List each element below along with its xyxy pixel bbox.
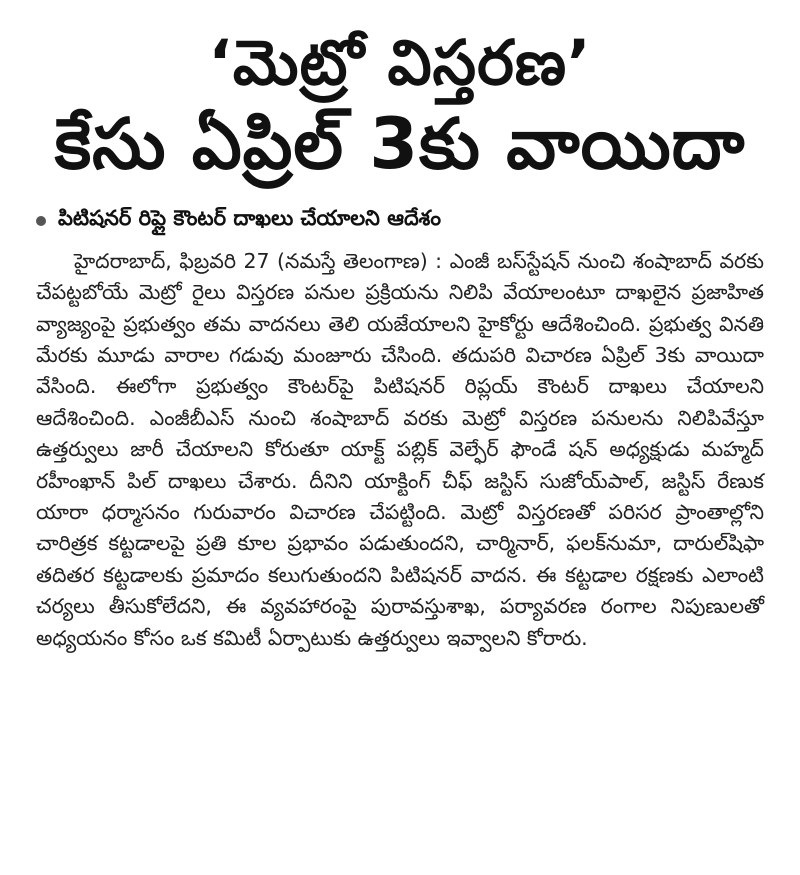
- subheadline: [36, 206, 764, 236]
- subheadline-text: పిటిషనర్ రిప్లై కౌంటర్ దాఖలు చేయాలని ఆదేశం: [58, 205, 441, 230]
- bullet-icon: [36, 216, 46, 226]
- headline-line-2: కేసు ఏప్రిల్ 3కు వాయిదా: [54, 103, 746, 186]
- article-body: హైదరాబాద్, ఫిబ్రవరి 27 (నమస్తే తెలంగాణ) : ఎంజీ బస్‌స్టేషన్ నుంచి శంషాబాద్ వరకు చేపట్టబోయే మెట్రో రైలు విస్తరణ పనుల ప్రక్రియను నిలిపి వేయాలంటూ దాఖలైన ప్రజాహిత వ్యాజ్యంపై ప్రభుత్వం తమ వాదనలు తెలి యజేయాలని హైకోర్టు ఆదేశించింది. ప్రభుత్వ వినతి మేరకు మూడు వారాల గడువు మంజూరు చేసింది. తదుపరి విచారణ ఏప్రిల్ 3కు వాయిదా వేసింది. ఈలోగా ప్రభుత్వం కౌంటర్‌పై పిటిషనర్ రిప్లయ్ కౌంటర్ దాఖలు చేయాలని ఆదేశించింది. ఎంజీబీఎస్ నుంచి శంషాబాద్ వరకు మెట్రో విస్తరణ పనులను నిలిపివేస్తూ ఉత్తర్వులు జారీ చేయాలని కోరుతూ యాక్ట్ పబ్లిక్ వెల్ఫేర్ ఫౌండే షన్ అధ్యక్షుడు మహ్మద్ రహీంఖాన్ పిల్ దాఖలు చేశారు. దీనిని యాక్టింగ్ చీఫ్ జస్టిస్ సుజోయ్‌పాల్, జస్టిస్ రేణుక యారా ధర్మాసనం గురువారం విచారణ చేపట్టింది. మెట్రో విస్తరణతో పరిసర ప్రాంతాల్లోని చారిత్రక కట్టడాలపై ప్రతి కూల ప్రభావం పడుతుందని, చార్మినార్, ఫలక్‌నుమా, దారుల్‌షిఫా తదితర కట్టడాలకు ప్రమాదం కలుగుతుందని పిటిషనర్ వాదన. ఈ కట్టడాల రక్షణకు ఎలాంటి చర్యలు తీసుకోలేదని, ఈ వ్యవహారంపై పురావస్తుశాఖ, పర్యావరణ రంగాల నిపుణులతో అధ్యయనం కోసం ఒక కమిటీ ఏర్పాటుకు ఉత్తర్వులు ఇవ్వాలని కోరారు.: [36, 248, 764, 650]
- headline: [36, 28, 764, 184]
- headline-line-1: ‘మెట్రో విస్తరణ’: [208, 26, 592, 99]
